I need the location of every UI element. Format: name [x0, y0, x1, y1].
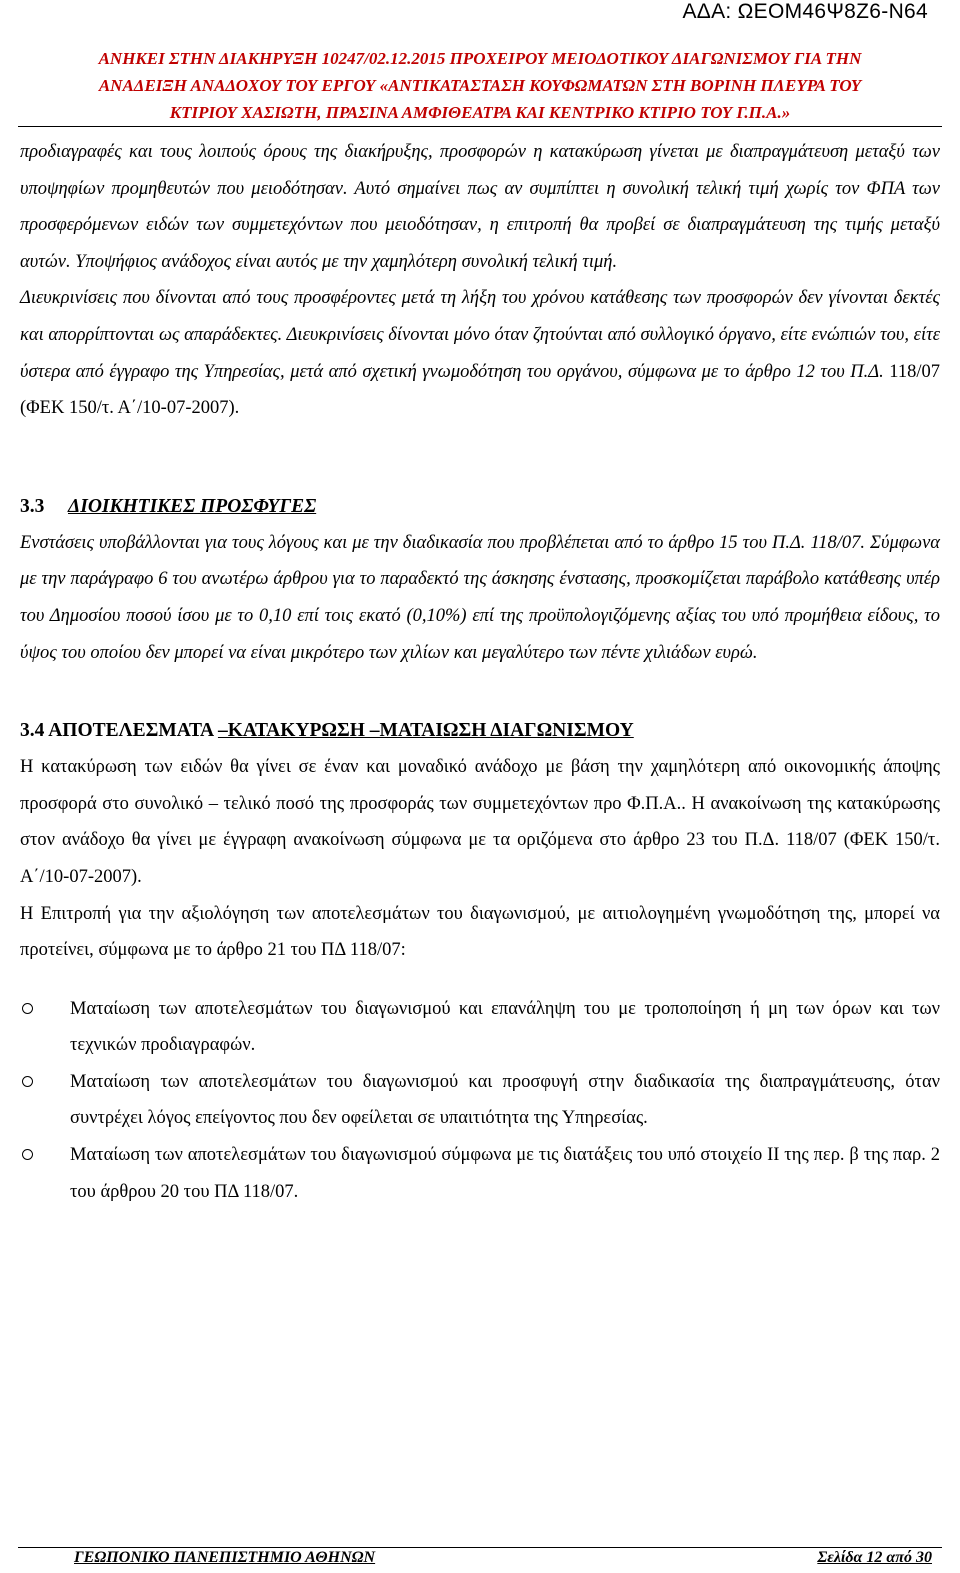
section-number: 3.4 [20, 720, 45, 742]
clarifications-text: Διευκρινίσεις που δίνονται από τους προσφέροντες μετά τη λήξη του χρόνου κατάθεσης των προσφορών δεν γίνονται δεκτές και απορρίπτονται ως απαράδεκτες. Διευκρινίσεις δίνονται μόνο όταν ζητούνται από συλλογικό όργανο, είτε ενώπιών του, είτε ύστερα από έγγραφο της Υπηρεσίας, μετά από σχετική γνωμοδότηση του οργάνου, σύμφωνα με το άρθρο 12 του Π.Δ. [20, 288, 940, 382]
spacer [20, 427, 940, 489]
document-header [20, 45, 940, 126]
list-item [20, 1137, 940, 1210]
footer-divider [18, 1547, 942, 1548]
paragraph-clarifications [20, 280, 940, 426]
header-line: ΚΤΙΡΙΟΥ ΧΑΣΙΩΤΗ, ΠΡΑΣΙΝΑ ΑΜΦΙΘΕΑΤΡΑ ΚΑΙ ΚΕΝΤΡΙΚΟ ΚΤΙΡΙΟ ΤΟΥ Γ.Π.Α.» [169, 103, 791, 122]
circle-bullet-icon [22, 1003, 33, 1014]
header-line: ΑΝΗΚΕΙ ΣΤΗΝ ΔΙΑΚΗΡΥΞΗ 10247/02.12.2015 ΠΡΟΧΕΙΡΟΥ ΜΕΙΟΔΟΤΙΚΟΥ ΔΙΑΓΩΝΙΣΜΟΥ ΓΙΑ ΤΗΝ [98, 49, 862, 68]
section-3-3-heading [20, 489, 940, 525]
page-number: Σελίδα 12 από 30 [817, 1549, 932, 1566]
document-body [20, 134, 940, 1210]
spacer [20, 671, 940, 713]
section-3-4-heading [20, 713, 940, 749]
section-3-4-paragraph-2: Η Επιτροπή για την αξιολόγηση των αποτελεσμάτων του διαγωνισμού, με αιτιολογημένη γνωμοδότηση της, μπορεί να προτείνει, σύμφωνα με το άρθρο 21 του ΠΔ 118/07: [20, 903, 940, 961]
paragraph-evaluation: προδιαγραφές και τους λοιπούς όρους της διακήρυξης, προσφορών η κατακύρωση γίνεται με διαπραγμάτευση μεταξύ των υποψηφίων προμηθευτών που μειοδότησαν. Αυτό σημαίνει πως αν συμπίπτει η συνολική τελική τιμή χωρίς τον ΦΠΑ των προσφερόμενων ειδών των συμμετεχόντων που μειοδότησαν, η επιτροπή θα προβεί σε διαπραγμάτευση της τιμής μεταξύ αυτών. Υποψήφιος ανάδοχος είναι αυτός με την χαμηλότερη συνολική τελική τιμή. [20, 142, 940, 272]
section-3-3-text: Ενστάσεις υποβάλλονται για τους λόγους και με την διαδικασία που προβλέπεται από το άρθρο 15 του Π.Δ. 118/07. Σύμφωνα με την παράγραφο 6 του ανωτέρω άρθρου για το παραδεκτό της άσκησης ένστασης, προσκομίζεται παράβολο κατάθεσης υπέρ του Δημοσίου ποσού ίσου με το 0,10 επί τοις εκατό (0,10%) επί της προϋπολογιζόμενης αξίας του υπό προμήθεια είδους, το ύψος του οποίου δεν μπορεί να είναι μικρότερο των χιλίων και μεγαλύτερο των πέντε χιλιάδων ευρώ. [20, 532, 940, 663]
section-title-plain: ΑΠΟΤΕΛΕΣΜΑΤΑ [48, 720, 218, 742]
section-3-4-paragraph-1: Η κατακύρωση των ειδών θα γίνει σε έναν και μοναδικό ανάδοχο με βάση την χαμηλότερη από οικονομικής άποψης προσφορά στο συνολικό – τελικό ποσό της προσφοράς των συμμετεχόντων προ Φ.Π.Α.. Η ανακοίνωση της κατακύρωσης στον ανάδοχο θα γίνει με έγγραφη ανακοίνωση σύμφωνα με τα οριζόμενα στο άρθρο 23 του Π.Δ. 118/07 (ΦΕΚ 150/τ. Α΄/10-07-2007). [20, 757, 940, 887]
footer-university: ΓΕΩΠΟΝΙΚΟ ΠΑΝΕΠΙΣΤΗΜΙΟ ΑΘΗΝΩΝ [74, 1549, 376, 1566]
section-number: 3.3 [20, 495, 45, 517]
list-item [20, 991, 940, 1064]
list-item-text: Ματαίωση των αποτελεσμάτων του διαγωνισμού σύμφωνα με τις διατάξεις του υπό στοιχείο ΙΙ της περ. β της παρ. 2 του άρθρου 20 του ΠΔ 118/07. [70, 1145, 940, 1202]
document-footer [74, 1549, 932, 1567]
list-item-text: Ματαίωση των αποτελεσμάτων του διαγωνισμού και προσφυγή στην διαδικασία της διαπραγμάτευσης, όταν συντρέχει λόγος επείγοντος που δεν οφείλεται σε υπαιτιότητα της Υπηρεσίας. [70, 1071, 940, 1129]
list-item [20, 1064, 940, 1137]
section-title-underlined: –ΚΑΤΑΚΥΡΩΣΗ –ΜΑΤΑΙΩΣΗ ΔΙΑΓΩΝΙΣΜΟΥ [217, 720, 634, 742]
ada-code: ΑΔΑ: ΩΕΟΜ46Ψ8Ζ6-Ν64 [682, 0, 928, 23]
circle-bullet-icon [22, 1149, 33, 1160]
clarifications-reference: 118/07 (ΦΕΚ 150/τ. Α΄/10-07-2007). [20, 361, 940, 419]
section-title: ΔΙΟΙΚΗΤΙΚΕΣ ΠΡΟΣΦΥΓΕΣ [68, 495, 317, 517]
options-list [20, 991, 940, 1211]
header-divider [18, 126, 942, 127]
list-item-text: Ματαίωση των αποτελεσμάτων του διαγωνισμού και επανάληψη του με τροποποίηση ή μη των όρων και των τεχνικών προδιαγραφών. [70, 998, 940, 1056]
circle-bullet-icon [22, 1076, 33, 1087]
header-line: ΑΝΑΔΕΙΞΗ ΑΝΑΔΟΧΟΥ ΤΟΥ ΕΡΓΟΥ «ΑΝΤΙΚΑΤΑΣΤΑΣΗ ΚΟΥΦΩΜΑΤΩΝ ΣΤΗ ΒΟΡΙΝΗ ΠΛΕΥΡΑ ΤΟΥ [98, 76, 862, 95]
